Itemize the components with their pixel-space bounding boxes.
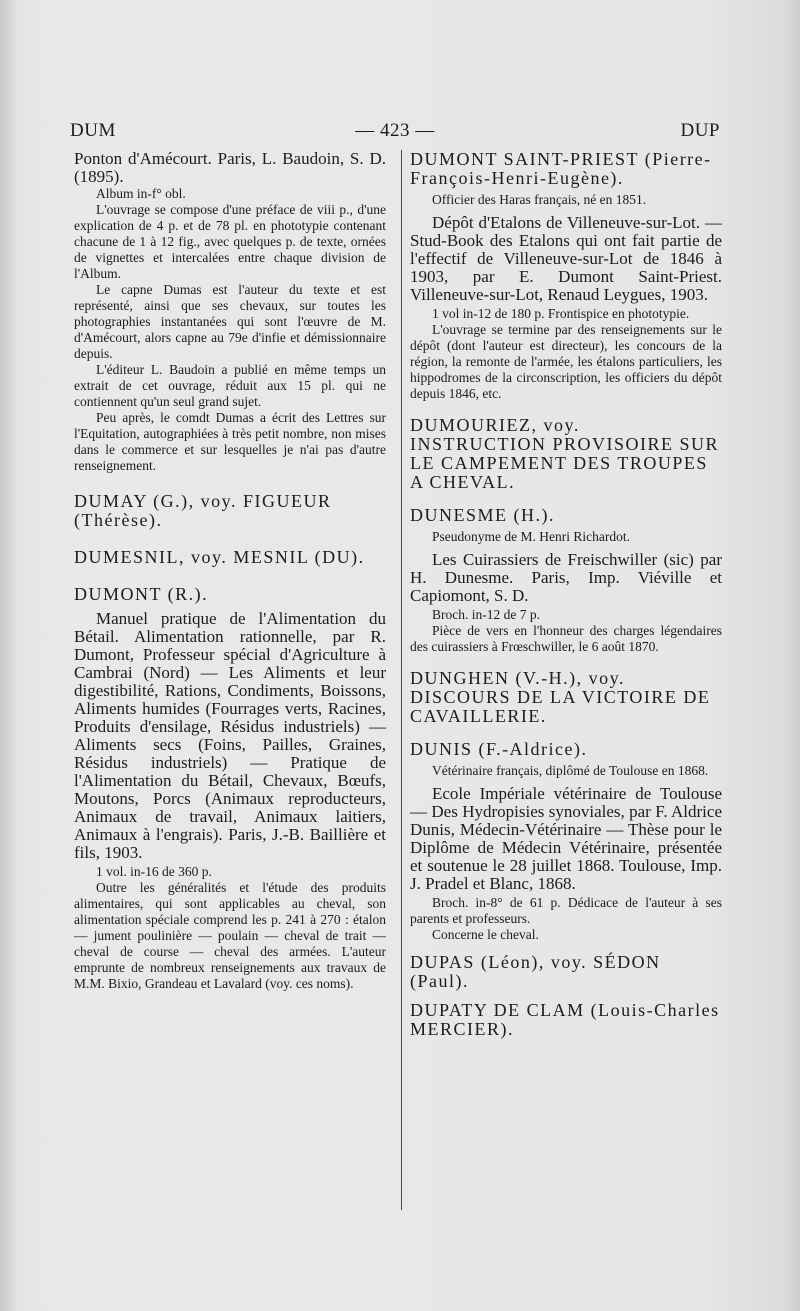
entry-heading-dupas: DUPAS (Léon), voy. SÉDON (Paul). [410, 952, 661, 991]
entry-ponton-paragraph: Le capne Dumas est l'auteur du texte et est représenté, ainsi que ses chevaux, sur toutes les photographies instantanées qui sont l'œuvre de M. d'Amécourt, alors capne au 79e d'infie et démissionnaire depuis. [74, 282, 386, 361]
left-column [74, 150, 386, 992]
page-header [70, 120, 720, 146]
entry-ponton-paragraph: L'ouvrage se compose d'une préface de viii p., d'une explication de 4 p. et de 78 pl. en phototypie contenant chacune de 1 à 12 fig., avec quelques p. de texte, ornées de vignettes et intercalées entre chaque division de l'Album. [74, 202, 386, 281]
entry-dunesme-description: Broch. in-12 de 7 p. [432, 607, 540, 622]
entry-dumont-sp-paragraph: L'ouvrage se termine par des renseignements sur le dépôt (dont l'auteur est directeur), les concours de la région, la remonte de l'armée, les étalons particuliers, les hippodromes de la circonscription, les officiers du dépôt depuis 1846, etc. [410, 322, 722, 401]
entry-heading-dumesnil: DUMESNIL, voy. MESNIL (DU). [74, 547, 365, 567]
entry-dunesme-paragraph: Pièce de vers en l'honneur des charges légendaires des cuirassiers à Frœschwiller, le 6 août 1870. [410, 623, 722, 654]
entry-heading-dumont: DUMONT (R.). [74, 584, 209, 604]
right-column [410, 150, 722, 1043]
entry-dunis-description: Broch. in-8° de 61 p. Dédicace de l'auteur à ses parents et professeurs. [410, 895, 722, 926]
entry-dunis-paragraph: Concerne le cheval. [432, 927, 539, 942]
entry-dunis-bio: Vétérinaire français, diplômé de Toulouse en 1868. [432, 763, 709, 778]
entry-heading-dumay: DUMAY (G.), voy. FIGUEUR (Thérèse). [74, 491, 332, 530]
entry-dumont-title: Manuel pratique de l'Alimentation du Bétail. Alimentation rationnelle, par R. Dumont, Professeur spécial d'Agriculture à Cambrai (Nord) — Les Aliments et leur digestibilité, Rations, Condiments, Boissons, Aliments humides (Fourrages verts, Racines, Produits d'ensilage, Résidus industriels) — Aliments secs (Foins, Pailles, Graines, Résidus industriels) — Pratique de l'Alimentation du Bétail, Chevaux, Bœufs, Moutons, Porcs (Animaux reproducteurs, Animaux de travail, Animaux laitiers, Animaux à l'engrais). Paris, J.-B. Baillière et fils, 1903. [74, 609, 386, 862]
entry-heading-dumont-saint-priest: DUMONT SAINT-PRIEST (Pierre-François-Henri-Eugène). [410, 149, 712, 188]
entry-heading-dupaty: DUPATY DE CLAM (Louis-Charles MERCIER). [410, 1000, 720, 1039]
header-left-keyword: DUM [70, 120, 116, 141]
entry-ponton-paragraph: L'éditeur L. Baudoin a publié en même temps un extrait de cet ouvrage, réduit aux 15 pl. qui ne contiennent qu'un seul grand sujet. [74, 362, 386, 409]
entry-dumont-sp-description: 1 vol in-12 de 180 p. Frontispice en phototypie. [432, 306, 690, 321]
entry-dunis-title: Ecole Impériale vétérinaire de Toulouse — Des Hydropisies synoviales, par F. Aldrice Dunis, Médecin-Vétérinaire — Thèse pour le Diplôme de Médecin Vétérinaire, présentée et soutenue le 28 juillet 1868. Toulouse, Imp. J. Pradel et Blanc, 1868. [410, 784, 722, 893]
entry-ponton-paragraph: Peu après, le comdt Dumas a écrit des Lettres sur l'Equitation, autographiées à très petit nombre, non mises dans le commerce et sur lesquelles je n'ai pas d'autre renseignement. [74, 410, 386, 473]
entry-heading-dunghen: DUNGHEN (V.-H.), voy. DISCOURS DE LA VICTOIRE DE CAVAILLERIE. [410, 668, 711, 726]
column-divider [401, 150, 402, 1210]
page-number: — 423 — [355, 120, 435, 141]
entry-heading-dumouriez: DUMOURIEZ, voy. INSTRUCTION PROVISOIRE SUR LE CAMPEMENT DES TROUPES A CHEVAL. [410, 415, 720, 492]
entry-dumont-paragraph: Outre les généralités et l'étude des produits alimentaires, qui sont applicables au cheval, son alimentation spéciale comprend les p. 241 à 270 : étalon — jument poulinière — poulain — cheval de trait — cheval de course — cheval des armées. L'auteur emprunte de nombreux renseignements aux travaux de M.M. Bixio, Grandeau et Lavalard (voy. ces noms). [74, 880, 386, 991]
entry-dunesme-title: Les Cuirassiers de Freischwiller (sic) par H. Dunesme. Paris, Imp. Viéville et Capiomont, S. D. [410, 550, 722, 605]
entry-dumont-sp-bio: Officier des Haras français, né en 1851. [432, 192, 647, 207]
entry-ponton-description: Album in-f° obl. [96, 186, 186, 201]
header-right-keyword: DUP [680, 120, 720, 141]
entry-dumont-description: 1 vol. in-16 de 360 p. [96, 864, 212, 879]
entry-ponton-title: Ponton d'Amécourt. Paris, L. Baudoin, S. D. (1895). [74, 149, 386, 186]
entry-dunesme-bio: Pseudonyme de M. Henri Richardot. [432, 529, 630, 544]
entry-heading-dunis: DUNIS (F.-Aldrice). [410, 739, 588, 759]
entry-heading-dunesme: DUNESME (H.). [410, 505, 555, 525]
entry-dumont-sp-title: Dépôt d'Etalons de Villeneuve-sur-Lot. — Stud-Book des Etalons qui ont fait partie de l'effectif de Villeneuve-sur-Lot de 1846 à 1903, par E. Dumont Saint-Priest. Villeneuve-sur-Lot, Renaud Leygues, 1903. [410, 213, 722, 304]
